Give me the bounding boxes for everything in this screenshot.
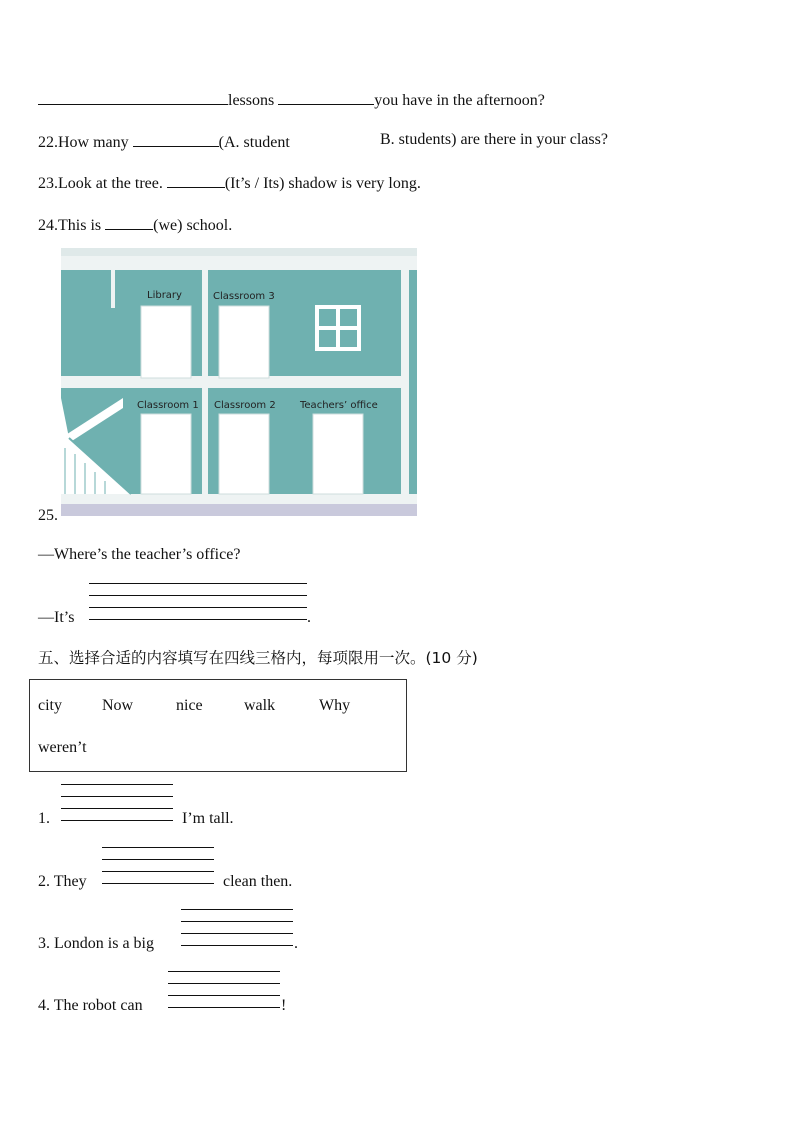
- question-23: [38, 171, 421, 194]
- q24-end: (we) school.: [153, 217, 233, 234]
- word-bank-box: [29, 679, 407, 772]
- school-building-illustration: [61, 248, 417, 516]
- item-3-num: 3.: [38, 935, 50, 952]
- item-4-num: 4.: [38, 997, 50, 1014]
- q21-continuation: [38, 88, 545, 111]
- q25-answer-end: .: [307, 609, 311, 626]
- word-bank-item: nice: [176, 697, 203, 714]
- item-3-after: .: [294, 935, 298, 952]
- q23-end: (It’s / Its) shadow is very long.: [224, 175, 421, 192]
- q21-blank-1[interactable]: [38, 88, 228, 105]
- q21-lessons-text: lessons: [228, 92, 275, 109]
- item-1-four-line-grid[interactable]: [61, 784, 173, 822]
- q25-question: —Where’s the teacher’s office?: [38, 546, 241, 563]
- item-3-number: [38, 934, 154, 954]
- room-label-classroom-2: Classroom 2: [214, 400, 276, 411]
- q24-blank[interactable]: [105, 213, 153, 230]
- q22-blank[interactable]: [133, 130, 219, 147]
- word-bank-item: Why: [319, 697, 351, 714]
- room-label-library: Library: [147, 290, 182, 301]
- item-1-number: 1.: [38, 810, 50, 827]
- section-5-heading: 五、选择合适的内容填写在四线三格内，每项限用一次。(10 分): [38, 649, 478, 667]
- item-2-num: 2.: [38, 873, 50, 890]
- word-bank-item: walk: [244, 697, 276, 714]
- question-22: [38, 130, 290, 153]
- item-4-before: The robot can: [53, 997, 143, 1014]
- item-2-four-line-grid[interactable]: [102, 847, 214, 885]
- q22-option-b-line: [380, 130, 608, 150]
- item-1-after: I’m tall.: [182, 810, 234, 827]
- q21-blank-2[interactable]: [278, 88, 374, 105]
- room-label-teachers-office: Teachers’ office: [300, 400, 378, 411]
- word-bank-item: Now: [102, 697, 134, 714]
- item-4-number: [38, 996, 143, 1016]
- item-4-after: !: [281, 997, 287, 1014]
- item-2-after: clean then.: [223, 873, 293, 890]
- q22-start: 22.How many: [38, 134, 129, 151]
- room-label-classroom-3: Classroom 3: [213, 291, 275, 302]
- q25-answer-start: —It’s: [38, 609, 75, 626]
- q21-tail-text: you have in the afternoon?: [374, 92, 545, 109]
- word-bank-item: city: [38, 697, 62, 714]
- item-2-before: They: [53, 873, 87, 890]
- item-2-number: [38, 872, 87, 892]
- q22-option-b: B. students) are there in your class?: [380, 131, 608, 148]
- room-label-classroom-1: Classroom 1: [137, 400, 199, 411]
- q25-four-line-grid[interactable]: [89, 583, 307, 621]
- item-3-before: London is a big: [54, 935, 154, 952]
- q23-blank[interactable]: [167, 171, 225, 188]
- q24-start: 24.This is: [38, 217, 102, 234]
- item-3-four-line-grid[interactable]: [181, 909, 293, 947]
- question-24: [38, 213, 232, 236]
- q23-start: 23.Look at the tree.: [38, 175, 163, 192]
- item-4-four-line-grid[interactable]: [168, 971, 280, 1009]
- q22-option-a: (A. student: [218, 134, 290, 151]
- q25-number: 25.: [38, 507, 58, 524]
- word-bank-item: weren’t: [38, 739, 87, 756]
